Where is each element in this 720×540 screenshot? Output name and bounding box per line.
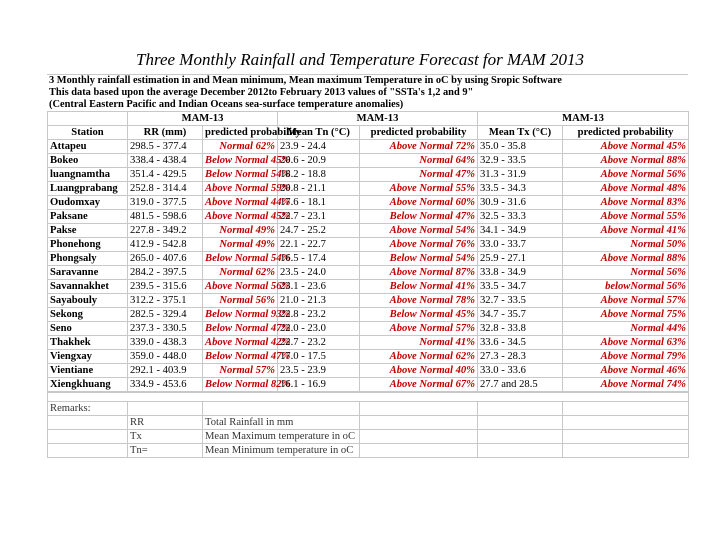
column-header-prob-rr: predicted probability xyxy=(203,126,278,140)
tn-cell: 20.8 - 21.1 xyxy=(278,182,360,196)
group-header-tx: MAM-13 xyxy=(478,112,689,126)
tx-cell: 33.0 - 33.7 xyxy=(478,238,563,252)
tx-probability-cell: Normal 56% xyxy=(563,266,689,280)
remark-code: Tx xyxy=(128,430,203,444)
station-cell: Luangprabang xyxy=(48,182,128,196)
tx-probability-cell: belowNormal 56% xyxy=(563,280,689,294)
rr-cell: 227.8 - 349.2 xyxy=(128,224,203,238)
remark-text: Mean Maximum temperature in oC xyxy=(203,430,360,444)
tx-probability-cell: Above Normal 74% xyxy=(563,378,689,392)
station-cell: Vientiane xyxy=(48,364,128,378)
tx-probability-cell: Above Normal 55% xyxy=(563,210,689,224)
table-row xyxy=(48,308,689,322)
table-row xyxy=(48,364,689,378)
tx-cell: 32.8 - 33.8 xyxy=(478,322,563,336)
rr-probability-cell: Normal 49% xyxy=(203,238,278,252)
rr-cell: 334.9 - 453.6 xyxy=(128,378,203,392)
tn-probability-cell: Above Normal 40% xyxy=(360,364,478,378)
tx-probability-cell: Above Normal 41% xyxy=(563,224,689,238)
tn-cell: 22.0 - 23.0 xyxy=(278,322,360,336)
rr-probability-cell: Normal 49% xyxy=(203,224,278,238)
tn-cell: 23.9 - 24.4 xyxy=(278,140,360,154)
rr-cell: 284.2 - 397.5 xyxy=(128,266,203,280)
column-header-station: Station xyxy=(48,126,128,140)
tn-probability-cell: Below Normal 45% xyxy=(360,308,478,322)
rr-cell: 338.4 - 438.4 xyxy=(128,154,203,168)
table-row xyxy=(48,196,689,210)
table-row xyxy=(48,140,689,154)
rr-probability-cell: Below Normal 47% xyxy=(203,350,278,364)
rr-probability-cell: Normal 62% xyxy=(203,266,278,280)
station-cell: Sekong xyxy=(48,308,128,322)
tx-cell: 31.3 - 31.9 xyxy=(478,168,563,182)
tx-cell: 33.5 - 34.7 xyxy=(478,280,563,294)
tn-cell: 22.1 - 22.7 xyxy=(278,238,360,252)
forecast-sheet xyxy=(47,74,688,458)
station-cell: Phonehong xyxy=(48,238,128,252)
tn-probability-cell: Above Normal 72% xyxy=(360,140,478,154)
tn-probability-cell: Normal 47% xyxy=(360,168,478,182)
tx-cell: 34.7 - 35.7 xyxy=(478,308,563,322)
rr-cell: 292.1 - 403.9 xyxy=(128,364,203,378)
tx-probability-cell: Above Normal 48% xyxy=(563,182,689,196)
tx-probability-cell: Above Normal 79% xyxy=(563,350,689,364)
tn-probability-cell: Above Normal 87% xyxy=(360,266,478,280)
header-line-1: 3 Monthly rainfall estimation in and Mean minimum, Mean maximum Temperature in oC by using Sropic Software xyxy=(49,75,562,86)
tn-cell: 16.5 - 17.4 xyxy=(278,252,360,266)
station-cell: Savannakhet xyxy=(48,280,128,294)
station-cell: Bokeo xyxy=(48,154,128,168)
rr-probability-cell: Normal 56% xyxy=(203,294,278,308)
tn-probability-cell: Normal 64% xyxy=(360,154,478,168)
tx-cell: 33.5 - 34.3 xyxy=(478,182,563,196)
rr-probability-cell: Above Normal 44% xyxy=(203,196,278,210)
group-header-rr: MAM-13 xyxy=(128,112,278,126)
rr-cell: 312.2 - 375.1 xyxy=(128,294,203,308)
tx-probability-cell: Above Normal 63% xyxy=(563,336,689,350)
rr-probability-cell: Below Normal 45% xyxy=(203,154,278,168)
rr-probability-cell: Above Normal 56% xyxy=(203,280,278,294)
tn-probability-cell: Above Normal 57% xyxy=(360,322,478,336)
table-row xyxy=(48,322,689,336)
rr-probability-cell: Below Normal 93% xyxy=(203,308,278,322)
station-cell: Viengxay xyxy=(48,350,128,364)
group-header-tn: MAM-13 xyxy=(278,112,478,126)
rr-probability-cell: Above Normal 42% xyxy=(203,336,278,350)
remark-code: Tn= xyxy=(128,444,203,458)
rr-cell: 252.8 - 314.4 xyxy=(128,182,203,196)
column-header-rr: RR (mm) xyxy=(128,126,203,140)
rr-probability-cell: Below Normal 47% xyxy=(203,322,278,336)
tx-probability-cell: Above Normal 56% xyxy=(563,168,689,182)
column-header-tn: Mean Tn (°C) xyxy=(278,126,360,140)
rr-probability-cell: Below Normal 54% xyxy=(203,168,278,182)
tx-probability-cell: Normal 50% xyxy=(563,238,689,252)
tx-cell: 33.8 - 34.9 xyxy=(478,266,563,280)
station-cell: Pakse xyxy=(48,224,128,238)
tn-cell: 21.0 - 21.3 xyxy=(278,294,360,308)
tn-probability-cell: Above Normal 62% xyxy=(360,350,478,364)
group-header-row xyxy=(48,112,689,126)
tn-probability-cell: Above Normal 60% xyxy=(360,196,478,210)
station-cell: Saravanne xyxy=(48,266,128,280)
rr-cell: 359.0 - 448.0 xyxy=(128,350,203,364)
tx-cell: 32.7 - 33.5 xyxy=(478,294,563,308)
tn-probability-cell: Below Normal 41% xyxy=(360,280,478,294)
rr-cell: 412.9 - 542.8 xyxy=(128,238,203,252)
tx-cell: 32.9 - 33.5 xyxy=(478,154,563,168)
tn-cell: 18.2 - 18.8 xyxy=(278,168,360,182)
tx-probability-cell: Above Normal 57% xyxy=(563,294,689,308)
tx-probability-cell: Above Normal 88% xyxy=(563,154,689,168)
table-row xyxy=(48,336,689,350)
tn-cell: 20.6 - 20.9 xyxy=(278,154,360,168)
tx-cell: 32.5 - 33.3 xyxy=(478,210,563,224)
rr-cell: 351.4 - 429.5 xyxy=(128,168,203,182)
tn-probability-cell: Above Normal 76% xyxy=(360,238,478,252)
rr-cell: 481.5 - 598.6 xyxy=(128,210,203,224)
tx-cell: 25.9 - 27.1 xyxy=(478,252,563,266)
table-row xyxy=(48,350,689,364)
table-row xyxy=(48,224,689,238)
rr-cell: 239.5 - 315.6 xyxy=(128,280,203,294)
tx-cell: 33.0 - 33.6 xyxy=(478,364,563,378)
table-row xyxy=(48,154,689,168)
rr-cell: 237.3 - 330.5 xyxy=(128,322,203,336)
table-row xyxy=(48,280,689,294)
tx-cell: 34.1 - 34.9 xyxy=(478,224,563,238)
table-row xyxy=(48,266,689,280)
tn-cell: 22.7 - 23.2 xyxy=(278,336,360,350)
rr-probability-cell: Normal 62% xyxy=(203,140,278,154)
tn-probability-cell: Above Normal 78% xyxy=(360,294,478,308)
remark-code: RR xyxy=(128,416,203,430)
station-cell: Paksane xyxy=(48,210,128,224)
rr-cell: 339.0 - 438.3 xyxy=(128,336,203,350)
rr-probability-cell: Below Normal 82% xyxy=(203,378,278,392)
tn-probability-cell: Above Normal 67% xyxy=(360,378,478,392)
tn-cell: 17.6 - 18.1 xyxy=(278,196,360,210)
column-header-prob-tx: predicted probability xyxy=(563,126,689,140)
tn-cell: 22.7 - 23.1 xyxy=(278,210,360,224)
tn-cell: 17.0 - 17.5 xyxy=(278,350,360,364)
tn-probability-cell: Below Normal 54% xyxy=(360,252,478,266)
table-row xyxy=(48,182,689,196)
station-cell: Attapeu xyxy=(48,140,128,154)
tx-cell: 30.9 - 31.6 xyxy=(478,196,563,210)
rr-cell: 265.0 - 407.6 xyxy=(128,252,203,266)
table-row xyxy=(48,210,689,224)
rr-probability-cell: Below Normal 54% xyxy=(203,252,278,266)
tx-cell: 27.3 - 28.3 xyxy=(478,350,563,364)
column-header-prob-tn: predicted probability xyxy=(360,126,478,140)
tx-cell: 33.6 - 34.5 xyxy=(478,336,563,350)
header-line-2: This data based upon the average December 2012to February 2013 values of "SSTa's 1,2 and 9" xyxy=(49,87,474,98)
tx-cell: 27.7 and 28.5 xyxy=(478,378,563,392)
rr-probability-cell: Above Normal 45% xyxy=(203,210,278,224)
station-cell: Oudomxay xyxy=(48,196,128,210)
remark-text: Total Rainfall in mm xyxy=(203,416,360,430)
remark-text: Mean Minimum temperature in oC xyxy=(203,444,360,458)
tx-probability-cell: Above Normal 83% xyxy=(563,196,689,210)
station-cell: Seno xyxy=(48,322,128,336)
remarks-table xyxy=(47,392,689,458)
rr-cell: 298.5 - 377.4 xyxy=(128,140,203,154)
tn-cell: 24.7 - 25.2 xyxy=(278,224,360,238)
rr-probability-cell: Normal 57% xyxy=(203,364,278,378)
tn-cell: 22.8 - 23.2 xyxy=(278,308,360,322)
table-row xyxy=(48,238,689,252)
station-cell: Thakhek xyxy=(48,336,128,350)
tn-cell: 23.5 - 24.0 xyxy=(278,266,360,280)
station-cell: Sayabouly xyxy=(48,294,128,308)
rr-cell: 319.0 - 377.5 xyxy=(128,196,203,210)
remarks-label: Remarks: xyxy=(48,402,128,416)
table-row xyxy=(48,378,689,392)
column-header-row xyxy=(48,126,689,140)
tx-cell: 35.0 - 35.8 xyxy=(478,140,563,154)
tx-probability-cell: Above Normal 88% xyxy=(563,252,689,266)
rr-cell: 282.5 - 329.4 xyxy=(128,308,203,322)
tn-probability-cell: Normal 41% xyxy=(360,336,478,350)
tn-cell: 16.1 - 16.9 xyxy=(278,378,360,392)
header-line-3: (Central Eastern Pacific and Indian Oceans sea-surface temperature anomalies) xyxy=(49,99,404,110)
tn-probability-cell: Above Normal 54% xyxy=(360,224,478,238)
tx-probability-cell: Normal 44% xyxy=(563,322,689,336)
rr-probability-cell: Above Normal 59% xyxy=(203,182,278,196)
tn-cell: 23.1 - 23.6 xyxy=(278,280,360,294)
forecast-table xyxy=(47,111,689,392)
tx-probability-cell: Above Normal 46% xyxy=(563,364,689,378)
table-row xyxy=(48,252,689,266)
page-title: Three Monthly Rainfall and Temperature Forecast for MAM 2013 xyxy=(136,50,584,69)
station-cell: Xiengkhuang xyxy=(48,378,128,392)
tn-cell: 23.5 - 23.9 xyxy=(278,364,360,378)
table-row xyxy=(48,168,689,182)
station-cell: Phongsaly xyxy=(48,252,128,266)
tn-probability-cell: Above Normal 55% xyxy=(360,182,478,196)
table-row xyxy=(48,294,689,308)
station-cell: luangnamtha xyxy=(48,168,128,182)
tx-probability-cell: Above Normal 75% xyxy=(563,308,689,322)
tn-probability-cell: Below Normal 47% xyxy=(360,210,478,224)
column-header-tx: Mean Tx (°C) xyxy=(478,126,563,140)
tx-probability-cell: Above Normal 45% xyxy=(563,140,689,154)
